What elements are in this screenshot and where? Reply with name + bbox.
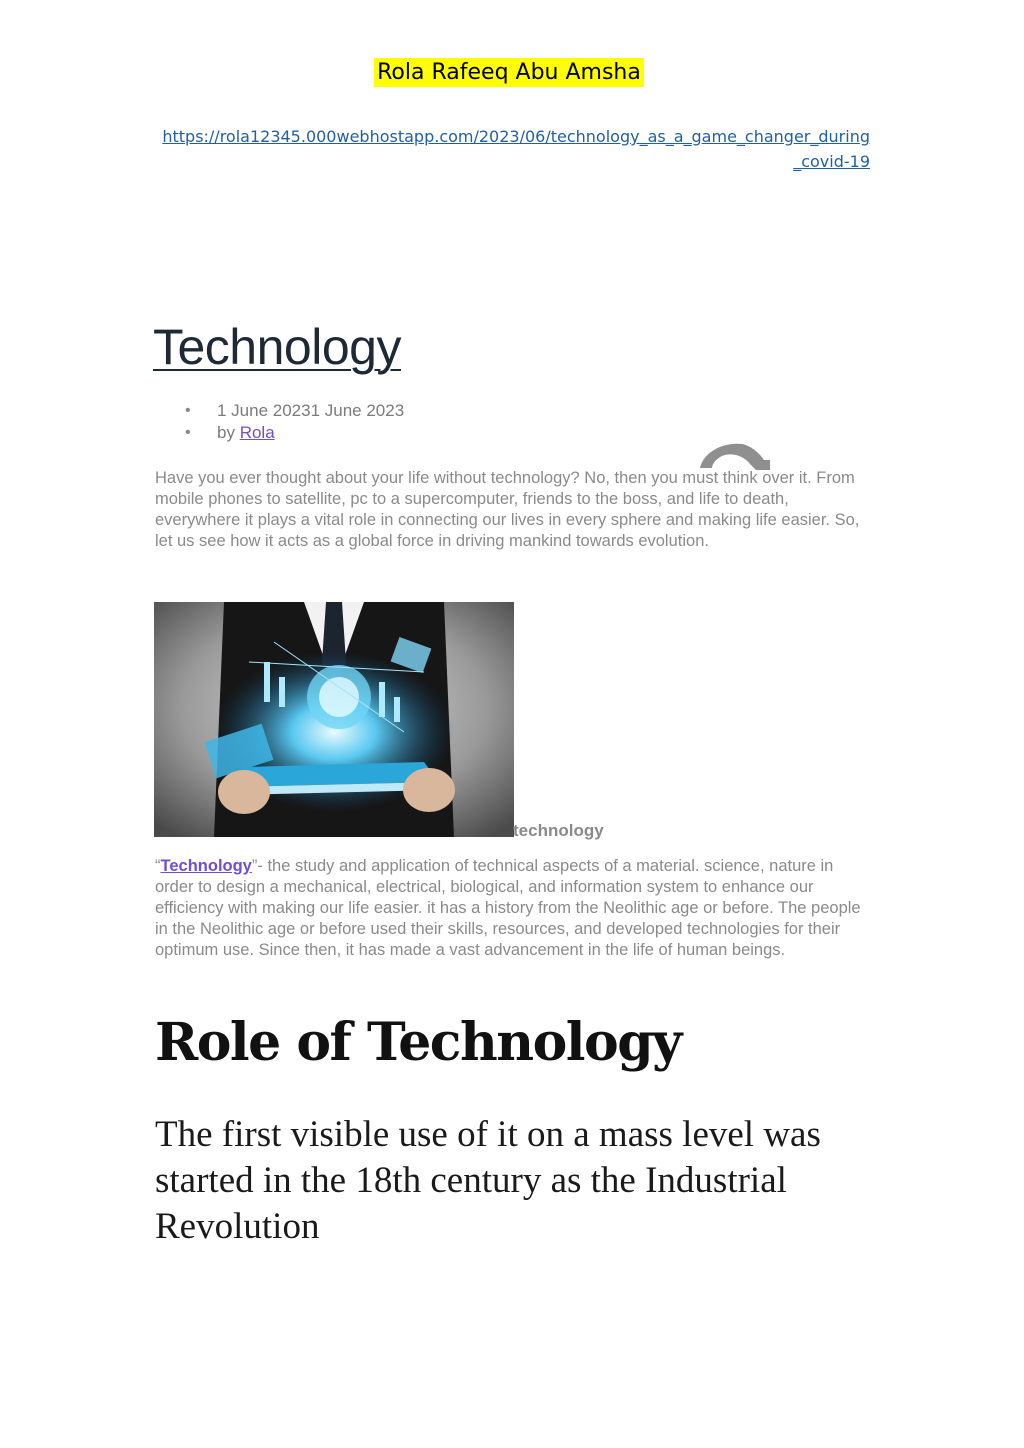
author-link[interactable]: Rola — [239, 423, 275, 442]
curved-arrow-icon[interactable] — [696, 440, 772, 470]
definition-paragraph — [155, 856, 871, 961]
definition-text: ”- the study and application of technical aspects of a material. science, nature in order to design a mechanical, electrical, biological, and information system to enhance our efficiency with making our life easier. it has a history from the Neolithic age or before. The people in the Neolithic age or before used their skills, resources, and developed technologies for their optimum use. Since then, it has made a vast advancement in the life of human beings. — [155, 857, 861, 959]
by-label: by — [217, 423, 240, 442]
post-date — [185, 400, 404, 422]
technology-link[interactable]: Technology — [160, 857, 252, 875]
article-title[interactable]: Technology — [153, 319, 401, 375]
role-heading: Role of Technology — [155, 1012, 681, 1073]
intro-paragraph: Have you ever thought about your life without technology? No, then you must think over it. From mobile phones to satellite, pc to a supercomputer, friends to the boss, and life to death, everywhere it plays a vital role in connecting our lives in every sphere and making life easier. So, let us see how it acts as a global force in driving mankind towards evolution. — [155, 469, 860, 550]
source-url-link[interactable]: https://rola12345.000webhostapp.com/2023/06/technology_as_a_game_changer_during_covid-19 — [162, 127, 870, 171]
author-name — [0, 60, 1018, 85]
role-paragraph: The first visible use of it on a mass level was started in the 18th century as the Industrial Revolution — [155, 1114, 821, 1247]
image-caption: technology — [513, 821, 604, 840]
technology-image — [154, 602, 514, 837]
post-date-text: 1 June 20231 June 2023 — [217, 401, 405, 420]
author-highlight: Rola Rafeeq Abu Amsha — [374, 58, 644, 87]
article-meta — [185, 400, 404, 444]
quote-open: “ — [155, 857, 161, 875]
technology-illustration — [154, 602, 514, 837]
post-author — [185, 422, 404, 444]
